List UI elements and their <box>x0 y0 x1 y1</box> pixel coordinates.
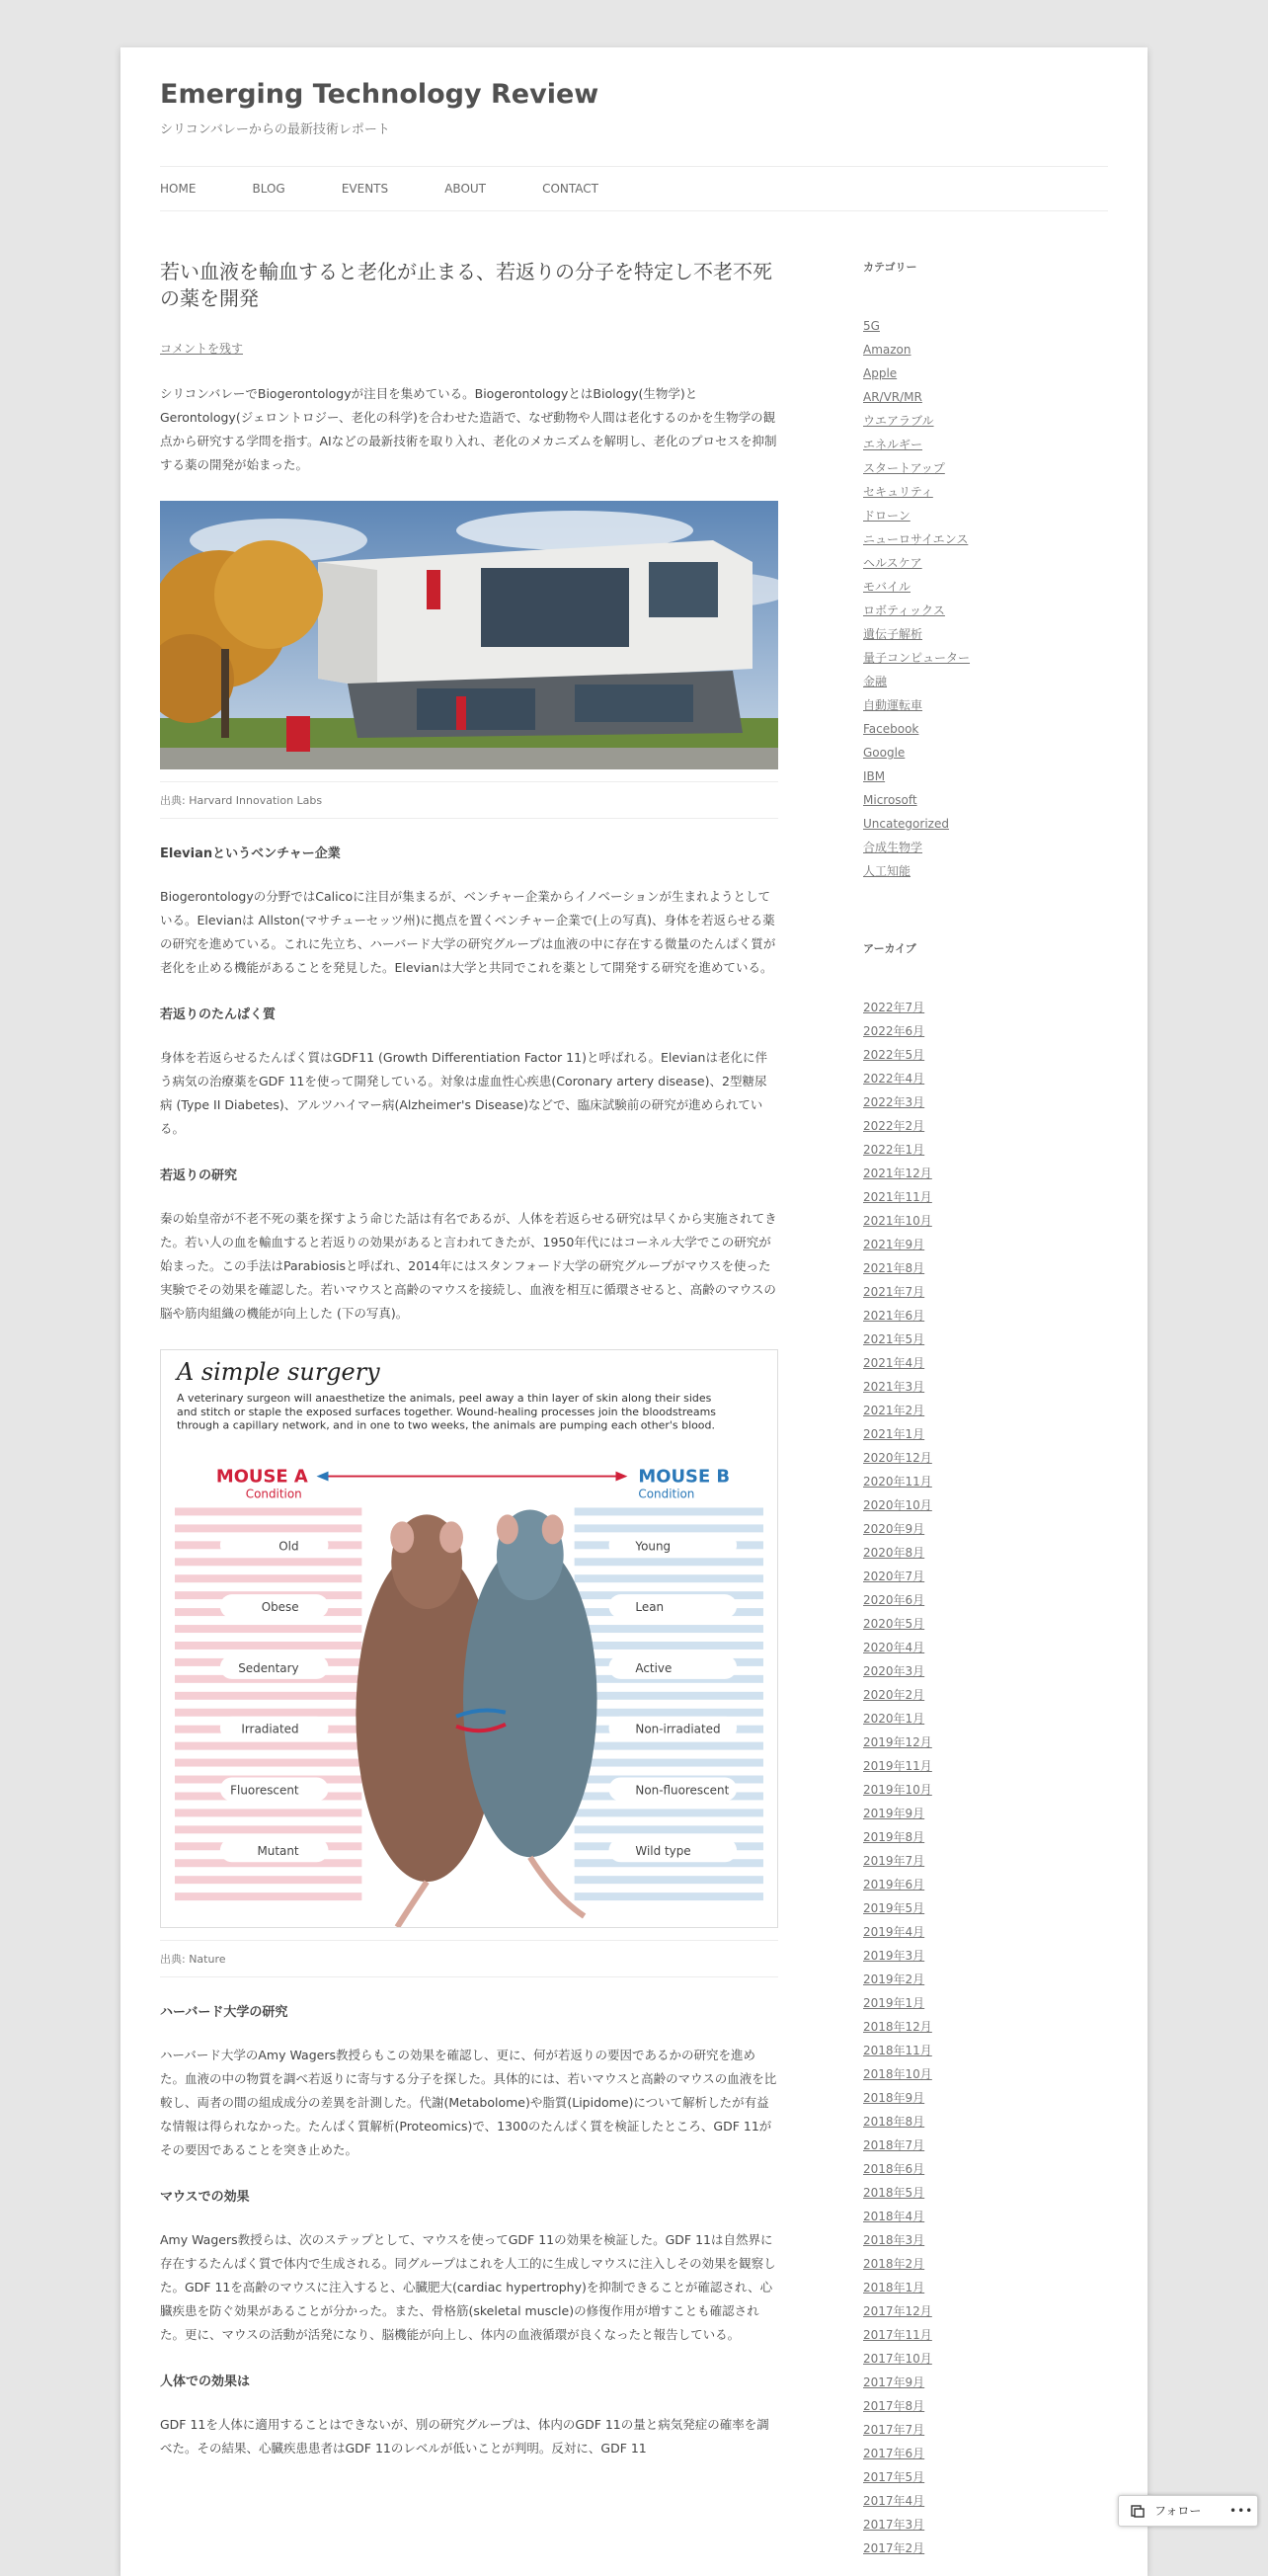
category-link[interactable]: ニューロサイエンス <box>863 532 969 546</box>
archive-link[interactable]: 2021年6月 <box>863 1309 925 1323</box>
archive-link[interactable]: 2021年1月 <box>863 1427 925 1441</box>
archive-link[interactable]: 2021年9月 <box>863 1238 925 1251</box>
stripe-b <box>575 1759 763 1767</box>
archive-link[interactable]: 2020年6月 <box>863 1593 925 1607</box>
archive-link[interactable]: 2019年6月 <box>863 1878 925 1892</box>
category-item <box>863 599 1110 622</box>
archive-link[interactable]: 2018年2月 <box>863 2257 925 2271</box>
category-item <box>863 456 1110 480</box>
category-link[interactable]: Uncategorized <box>863 817 949 831</box>
archive-item <box>863 2086 1110 2110</box>
archive-item <box>863 2276 1110 2299</box>
archive-link[interactable]: 2018年12月 <box>863 2020 932 2034</box>
archive-link[interactable]: 2022年3月 <box>863 1095 925 1109</box>
archive-link[interactable]: 2019年2月 <box>863 1972 925 1986</box>
archive-link[interactable]: 2018年6月 <box>863 2162 925 2176</box>
stripe-a <box>175 1692 361 1700</box>
archive-item <box>863 1209 1110 1233</box>
stripe-b <box>575 1709 763 1717</box>
sidebar <box>863 259 1110 2560</box>
comment-link[interactable]: コメントを残す <box>160 342 244 356</box>
category-item <box>863 859 1110 883</box>
category-link[interactable]: 遺伝子解析 <box>863 627 923 641</box>
archive-item <box>863 2489 1110 2513</box>
condition-label-a: Obese <box>261 1600 299 1615</box>
archive-link[interactable]: 2019年8月 <box>863 1830 925 1844</box>
archive-item <box>863 1991 1110 2015</box>
archive-link[interactable]: 2022年4月 <box>863 1072 925 1086</box>
archive-link[interactable]: 2018年3月 <box>863 2233 925 2247</box>
archive-item <box>863 2418 1110 2442</box>
archive-item <box>863 1754 1110 1778</box>
category-link[interactable]: 合成生物学 <box>863 841 923 854</box>
archive-link[interactable]: 2021年5月 <box>863 1332 925 1346</box>
archive-item <box>863 1944 1110 1968</box>
category-item <box>863 480 1110 504</box>
archive-link[interactable]: 2021年8月 <box>863 1261 925 1275</box>
archive-link[interactable]: 2021年2月 <box>863 1404 925 1417</box>
archive-link[interactable]: 2017年10月 <box>863 2352 932 2366</box>
archive-item <box>863 1138 1110 1162</box>
archive-link[interactable]: 2020年4月 <box>863 1641 925 1654</box>
archive-item <box>863 1114 1110 1138</box>
archive-item <box>863 2442 1110 2465</box>
archive-item <box>863 1683 1110 1707</box>
category-item <box>863 338 1110 362</box>
category-item <box>863 409 1110 433</box>
section-heading: 若返りの研究 <box>160 1168 238 1183</box>
archive-item <box>863 1493 1110 1517</box>
archive-item <box>863 1019 1110 1043</box>
section-text: ハーバード大学のAmy Wagers教授らもこの効果を確認し、更に、何が若返りの要因であるかの研究を進めた。血液の中の物質を調べ若返りに寄与する分子を探した。具体的には、若いマウスと高齢のマウスの血液を比較し、両者の間の組成成分の差異を計測した。代謝(Metabolome)や脂質(Lipidome)について解析したが有益な情報は得られなかった。たんぱく質解析(Proteomics)で、1300のたんぱく質を検証したところ、GDF 11がその要因であることを突き止めた。 <box>160 2048 777 2157</box>
archive-item <box>863 1778 1110 1802</box>
archive-item <box>863 1399 1110 1422</box>
stripe-b <box>575 1876 763 1884</box>
stripe-b <box>575 1892 763 1900</box>
archive-link[interactable]: 2018年7月 <box>863 2138 925 2152</box>
archive-item <box>863 1659 1110 1683</box>
archive-item <box>863 1612 1110 1636</box>
category-item <box>863 765 1110 788</box>
archive-link[interactable]: 2017年7月 <box>863 2423 925 2437</box>
parabiosis-diagram <box>160 1349 778 1928</box>
section-heading: 人体での効果は <box>160 2375 251 2389</box>
archive-link[interactable]: 2021年11月 <box>863 1190 932 1204</box>
nav-contact[interactable]: CONTACT <box>542 182 599 196</box>
post-title: 若い血液を輸血すると老化が止まる、若返りの分子を特定し不老不死の薬を開発 <box>160 260 772 310</box>
archive-item <box>863 2347 1110 2371</box>
category-item <box>863 622 1110 646</box>
archive-link[interactable]: 2018年8月 <box>863 2115 925 2129</box>
follow-button[interactable] <box>1118 2495 1258 2527</box>
archive-link[interactable]: 2017年3月 <box>863 2518 925 2532</box>
archive-link[interactable]: 2020年1月 <box>863 1712 925 1726</box>
condition-pill-b <box>609 1533 738 1557</box>
building-photo <box>160 501 778 769</box>
stripe-b <box>575 1574 763 1582</box>
archive-item <box>863 1802 1110 1825</box>
archive-link[interactable]: 2022年2月 <box>863 1119 925 1133</box>
diagram-desc-1: A veterinary surgeon will anaesthetize the animals, peel away a thin layer of skin along their sides <box>177 1391 712 1405</box>
archive-link[interactable]: 2017年6月 <box>863 2447 925 2460</box>
section-text: Amy Wagers教授らは、次のステップとして、マウスを使ってGDF 11の効果を検証した。GDF 11は自然界に存在するたんぱく質で体内で生成される。同グループはこれを人工的に生成しマウスに注入しその効果を観察した。GDF 11を高齢のマウスに注入すると、心臓肥大(cardiac hypertrophy)を抑制できることが確認され、心臓疾患を防ぐ効果があることが分かった。また、骨格筋(skeletal muscle)の修復作用が増すことも確認された。更に、マウスの活動が活発になり、脳機能が向上し、体内の血液循環が良くなったと報告している。 <box>160 2232 776 2342</box>
category-link[interactable]: 自動運転車 <box>863 698 923 712</box>
mouse-a-label: MOUSE A <box>215 1466 308 1488</box>
category-item <box>863 836 1110 859</box>
condition-pill-b <box>609 1594 738 1618</box>
category-item <box>863 527 1110 551</box>
condition-label-a: Irradiated <box>241 1722 299 1736</box>
nav-about[interactable]: ABOUT <box>444 182 487 196</box>
stripe-a <box>175 1876 361 1884</box>
categories-title: カテゴリー <box>863 261 917 274</box>
archive-item <box>863 1446 1110 1470</box>
category-item <box>863 812 1110 836</box>
diagram-desc-2: and stitch or staple the exposed surfaces together. Wound-healing processes join the bloodstreams <box>177 1405 716 1418</box>
archive-link[interactable]: 2020年3月 <box>863 1664 925 1678</box>
section-heading: ハーバード大学の研究 <box>160 2005 288 2020</box>
stripe-b <box>575 1625 763 1633</box>
condition-label-a: Sedentary <box>238 1660 299 1675</box>
stripe-a <box>175 1625 361 1633</box>
stripe-a <box>175 1759 361 1767</box>
archive-link[interactable]: 2018年9月 <box>863 2091 925 2105</box>
archive-item <box>863 1636 1110 1659</box>
archive-link[interactable]: 2021年4月 <box>863 1356 925 1370</box>
stripe-b <box>575 1507 763 1515</box>
categories-list <box>863 314 1110 883</box>
archive-item <box>863 1707 1110 1731</box>
category-item <box>863 314 1110 338</box>
archive-item <box>863 1162 1110 1185</box>
post-intro: シリコンバレーでBiogerontologyが注目を集めている。BiogerontologyとはBiology(生物学)とGerontology(ジェロントロジー、老化の科学)を合わせた造語で、なぜ動物や人間は老化するのかを生物学の観点から研究する学問を指す。AIなどの最新技術を取り入れ、老化のメカニズムを解明し、老化のプロセスを抑制する薬の開発が始まった。 <box>160 386 777 472</box>
archive-item <box>863 1256 1110 1280</box>
post-article <box>160 259 778 2484</box>
archive-item <box>863 2299 1110 2323</box>
section-text: Biogerontologyの分野ではCalicoに注目が集まるが、ベンチャー企業からイノベーションが生まれようとしている。Elevianは Allston(マサチューセッツ州)に拠点を置くベンチャー企業で(上の写真)、身体を若返らせる薬の研究を進めている。これに先立ち、ハーバード大学の研究グループは血液の中に存在する微量のたんぱく質が老化を止める機能があることを発見した。Elevianは大学と共同でこれを薬として開発する研究を進めている。 <box>160 889 776 975</box>
archive-link[interactable]: 2021年12月 <box>863 1167 932 1180</box>
category-link[interactable]: Apple <box>863 366 898 380</box>
main-navigation <box>160 166 1108 211</box>
archive-item <box>863 1280 1110 1304</box>
archive-link[interactable]: 2019年5月 <box>863 1901 925 1915</box>
archive-item <box>863 1731 1110 1754</box>
archive-item <box>863 2371 1110 2394</box>
archive-item <box>863 2157 1110 2181</box>
archive-item <box>863 1968 1110 1991</box>
archive-item <box>863 2205 1110 2228</box>
category-link[interactable]: Google <box>863 746 906 760</box>
page-container <box>120 47 1148 2576</box>
archive-item <box>863 2465 1110 2489</box>
section-text: GDF 11を人体に適用することはできないが、別の研究グループは、体内のGDF 11の量と病気発症の確率を調べた。その結果、心臓疾患患者はGDF 11のレベルが低いことが判明。反対に、GDF 11 <box>160 2417 769 2455</box>
category-link[interactable]: ヘルスケア <box>863 556 922 570</box>
archive-link[interactable]: 2019年12月 <box>863 1735 932 1749</box>
archive-item <box>863 1541 1110 1565</box>
stripe-a <box>175 1742 361 1750</box>
figure2-caption: 出典: Nature <box>160 1940 778 1977</box>
diagram-title: A simple surgery <box>177 1357 380 1386</box>
condition-label-a: Old <box>278 1539 299 1554</box>
archive-link[interactable]: 2019年7月 <box>863 1854 925 1868</box>
stripe-b <box>575 1809 763 1816</box>
nav-blog[interactable]: BLOG <box>252 182 285 196</box>
archive-link[interactable]: 2017年8月 <box>863 2399 925 2413</box>
category-item <box>863 717 1110 741</box>
archive-link[interactable]: 2020年10月 <box>863 1498 932 1512</box>
archive-item <box>863 1849 1110 1873</box>
archive-item <box>863 1470 1110 1493</box>
category-item <box>863 788 1110 812</box>
stripe-b <box>575 1825 763 1833</box>
stripe-a <box>175 1892 361 1900</box>
archive-link[interactable]: 2017年2月 <box>863 2541 925 2555</box>
archive-item <box>863 2536 1110 2560</box>
archive-link[interactable]: 2019年11月 <box>863 1759 932 1773</box>
archive-link[interactable]: 2018年11月 <box>863 2044 932 2057</box>
more-options[interactable]: ••• <box>1229 2504 1254 2518</box>
condition-label-b: Lean <box>635 1600 665 1615</box>
archive-item <box>863 1565 1110 1588</box>
archive-link[interactable]: 2020年12月 <box>863 1451 932 1465</box>
archive-link[interactable]: 2020年7月 <box>863 1570 925 1583</box>
archive-item <box>863 1825 1110 1849</box>
archive-link[interactable]: 2020年8月 <box>863 1546 925 1560</box>
follow-label: フォロー <box>1154 2504 1202 2518</box>
stripe-a <box>175 1825 361 1833</box>
section-text: 秦の始皇帝が不老不死の薬を探すよう命じた話は有名であるが、人体を若返らせる研究は早くから実施されてきた。若い人の血を輸血すると若返りの効果があると言われてきたが、1950年代にはコーネル大学でこの研究が始まった。この手法はParabiosisと呼ばれ、2014年にはスタンフォード大学の研究グループがマウスを使った実験でその効果を確認した。若いマウスと高齢のマウスを接続し、血液を相互に循環させると、高齢のマウスの脳や筋肉組織の機能が向上した (下の写真)。 <box>160 1211 777 1321</box>
archive-item <box>863 2228 1110 2252</box>
archive-link[interactable]: 2019年9月 <box>863 1807 925 1820</box>
stripe-b <box>575 1524 763 1532</box>
reader-icon <box>1131 2504 1145 2518</box>
archive-link[interactable]: 2017年9月 <box>863 2375 925 2389</box>
stripe-a <box>175 1809 361 1816</box>
stripe-b <box>575 1742 763 1750</box>
diagram-desc-3: through a capillary network, and in one to two weeks, the animals are pumping each other's blood. <box>177 1418 715 1432</box>
condition-label-b: Wild type <box>635 1844 691 1859</box>
category-link[interactable]: ウエアラブル <box>863 414 934 428</box>
archive-link[interactable]: 2021年10月 <box>863 1214 932 1228</box>
archive-item <box>863 2513 1110 2536</box>
section-heading: マウスでの効果 <box>160 2190 250 2205</box>
archive-link[interactable]: 2020年2月 <box>863 1688 925 1702</box>
archives-title: アーカイブ <box>863 942 916 955</box>
category-item <box>863 551 1110 575</box>
archive-item <box>863 2039 1110 2062</box>
archive-link[interactable]: 2020年11月 <box>863 1475 932 1489</box>
archive-link[interactable]: 2017年12月 <box>863 2304 932 2318</box>
archive-item <box>863 2015 1110 2039</box>
condition-pill-b <box>609 1655 738 1679</box>
nav-home[interactable]: HOME <box>160 182 197 196</box>
archive-item <box>863 2133 1110 2157</box>
category-link[interactable]: 人工知能 <box>863 864 911 878</box>
nav-events[interactable]: EVENTS <box>341 182 389 196</box>
archive-item <box>863 2181 1110 2205</box>
category-item <box>863 670 1110 693</box>
category-item <box>863 693 1110 717</box>
category-link[interactable]: ドローン <box>863 509 911 523</box>
category-item <box>863 575 1110 599</box>
category-link[interactable]: セキュリティ <box>863 485 933 499</box>
archive-link[interactable]: 2017年11月 <box>863 2328 932 2342</box>
archive-link[interactable]: 2018年10月 <box>863 2067 932 2081</box>
category-link[interactable]: 金融 <box>863 675 888 688</box>
archive-item <box>863 2394 1110 2418</box>
archive-item <box>863 1328 1110 1351</box>
mouse-a-condition: Condition <box>245 1487 302 1501</box>
category-item <box>863 362 1110 385</box>
category-link[interactable]: AR/VR/MR <box>863 390 922 404</box>
stripe-a <box>175 1574 361 1582</box>
archive-item <box>863 1067 1110 1090</box>
mouse-b-condition: Condition <box>638 1487 695 1501</box>
category-link[interactable]: IBM <box>863 769 886 783</box>
archive-link[interactable]: 2020年5月 <box>863 1617 925 1631</box>
archive-link[interactable]: 2018年4月 <box>863 2210 925 2223</box>
archive-item <box>863 996 1110 1019</box>
stripe-a <box>175 1642 361 1650</box>
archive-link[interactable]: 2019年10月 <box>863 1783 932 1797</box>
category-link[interactable]: 5G <box>863 319 880 333</box>
stripe-b <box>575 1642 763 1650</box>
stripe-a <box>175 1524 361 1532</box>
site-description: シリコンバレーからの最新技術レポート <box>160 122 390 137</box>
archive-link[interactable]: 2019年1月 <box>863 1996 925 2010</box>
section-text: 身体を若返らせるたんぱく質はGDF11 (Growth Differentiation Factor 11)と呼ばれる。Elevianは老化に伴う病気の治療薬をGDF 11を使って開発している。対象は虚血性心疾患(Coronary artery disease)、2型糖尿病 (Type II Diabetes)、アルツハイマー病(Alzheimer's Disease)などで、臨床試験前の研究が進められている。 <box>160 1050 767 1136</box>
stripe-a <box>175 1558 361 1566</box>
figure1-caption: 出典: Harvard Innovation Labs <box>160 781 778 819</box>
archive-item <box>863 1588 1110 1612</box>
archives-widget <box>863 940 1110 2560</box>
site-title[interactable]: Emerging Technology Review <box>160 79 599 110</box>
condition-label-b: Young <box>635 1539 672 1554</box>
archive-item <box>863 1896 1110 1920</box>
archive-item <box>863 1873 1110 1896</box>
condition-label-b: Active <box>635 1660 673 1675</box>
stripe-b <box>575 1558 763 1566</box>
archive-link[interactable]: 2022年1月 <box>863 1143 925 1157</box>
condition-label-b: Non-irradiated <box>635 1722 721 1736</box>
site-header <box>160 75 1108 137</box>
archive-link[interactable]: 2021年3月 <box>863 1380 925 1394</box>
category-link[interactable]: スタートアップ <box>863 461 945 475</box>
archive-link[interactable]: 2017年4月 <box>863 2494 925 2508</box>
archive-item <box>863 1517 1110 1541</box>
category-link[interactable]: モバイル <box>863 580 911 594</box>
archive-link[interactable]: 2022年5月 <box>863 1048 925 1062</box>
archive-link[interactable]: 2018年1月 <box>863 2281 925 2294</box>
archive-item <box>863 1090 1110 1114</box>
stripe-a <box>175 1709 361 1717</box>
stripe-a <box>175 1507 361 1515</box>
mouse-b-label: MOUSE B <box>638 1466 731 1488</box>
archive-item <box>863 1185 1110 1209</box>
category-item <box>863 504 1110 527</box>
category-link[interactable]: Microsoft <box>863 793 917 807</box>
archive-item <box>863 2252 1110 2276</box>
archive-item <box>863 1920 1110 1944</box>
section-heading: 若返りのたんぱく質 <box>160 1007 277 1022</box>
condition-label-b: Non-fluorescent <box>635 1783 730 1798</box>
condition-label-a: Mutant <box>257 1844 299 1859</box>
archive-item <box>863 1375 1110 1399</box>
category-item <box>863 741 1110 765</box>
category-item <box>863 646 1110 670</box>
archive-link[interactable]: 2022年7月 <box>863 1001 925 1014</box>
section-heading: Elevianというベンチャー企業 <box>160 846 341 861</box>
category-link[interactable]: ロボティックス <box>863 604 945 617</box>
category-item <box>863 385 1110 409</box>
archive-link[interactable]: 2021年7月 <box>863 1285 925 1299</box>
category-link[interactable]: Facebook <box>863 722 919 736</box>
archive-link[interactable]: 2019年4月 <box>863 1925 925 1939</box>
archive-item <box>863 2062 1110 2086</box>
archive-item <box>863 1043 1110 1067</box>
categories-widget <box>863 259 1110 883</box>
archive-link[interactable]: 2022年6月 <box>863 1024 925 1038</box>
condition-label-a: Fluorescent <box>230 1783 299 1798</box>
archive-item <box>863 1422 1110 1446</box>
category-link[interactable]: 量子コンピューター <box>863 651 971 665</box>
archive-item <box>863 2323 1110 2347</box>
archive-item <box>863 2110 1110 2133</box>
archive-item <box>863 1304 1110 1328</box>
archive-link[interactable]: 2017年5月 <box>863 2470 925 2484</box>
archives-list <box>863 996 1110 2560</box>
archive-item <box>863 1351 1110 1375</box>
archive-link[interactable]: 2018年5月 <box>863 2186 925 2200</box>
stripe-b <box>575 1692 763 1700</box>
category-item <box>863 433 1110 456</box>
archive-link[interactable]: 2019年3月 <box>863 1949 925 1963</box>
archive-item <box>863 1233 1110 1256</box>
category-link[interactable]: Amazon <box>863 343 911 357</box>
category-link[interactable]: エネルギー <box>863 438 923 451</box>
condition-pill-a <box>220 1533 329 1557</box>
archive-link[interactable]: 2020年9月 <box>863 1522 925 1536</box>
